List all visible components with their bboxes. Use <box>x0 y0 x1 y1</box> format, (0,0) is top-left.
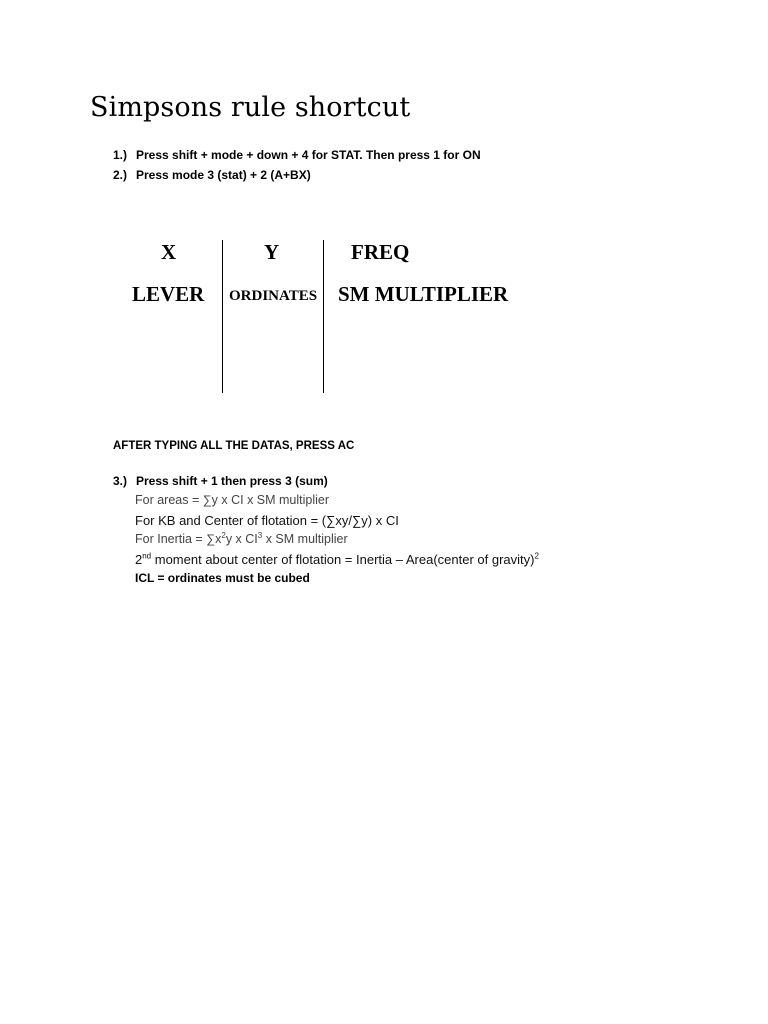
formula-icl: ICL = ordinates must be cubed <box>135 571 310 585</box>
step-2-text: Press mode 3 (stat) + 2 (A+BX) <box>136 168 311 182</box>
formula-areas: For areas = ∑y x CI x SM multiplier <box>135 493 330 507</box>
formula-list <box>135 491 539 589</box>
formula-inertia-part-c: x SM multiplier <box>262 532 348 546</box>
step-2-number: 2.) <box>113 168 128 182</box>
formula-moment-part-a: 2 <box>135 551 143 567</box>
formula-inertia-sup-1: 2 <box>221 530 226 540</box>
column-divider-1 <box>222 240 223 393</box>
formula-inertia <box>135 530 539 550</box>
step-1 <box>113 145 481 165</box>
step-3-text: Press shift + 1 then press 3 (sum) <box>136 474 328 488</box>
step-3 <box>113 474 328 488</box>
after-typing-note: AFTER TYPING ALL THE DATAS, PRESS AC <box>113 440 355 452</box>
subheader-lever: LEVER <box>132 282 205 306</box>
formula-inertia-part-a: For Inertia = ∑x <box>135 532 222 546</box>
header-y: Y <box>264 240 280 264</box>
formula-moment-sup-2: 2 <box>534 551 539 561</box>
formula-kb: For KB and Center of flotation = (∑xy/∑y) x CI <box>135 512 399 528</box>
formula-inertia-sup-2: 3 <box>257 530 263 540</box>
formula-second-moment <box>135 550 539 570</box>
formula-moment-sup-1: nd <box>142 551 152 561</box>
step-1-text: Press shift + mode + down + 4 for STAT. Then press 1 for ON <box>136 148 481 162</box>
subheader-ordinates: ORDINATES <box>229 288 318 304</box>
header-freq: FREQ <box>351 240 410 264</box>
subheader-sm-multiplier: SM MULTIPLIER <box>338 282 509 306</box>
document-title: Simpsons rule shortcut <box>90 92 411 123</box>
steps-list <box>113 145 481 185</box>
step-2 <box>113 165 481 185</box>
header-x: X <box>161 240 177 264</box>
step-1-number: 1.) <box>113 148 128 162</box>
formula-inertia-part-b: y x CI <box>225 532 258 546</box>
step-3-number: 3.) <box>113 474 128 488</box>
column-divider-2 <box>323 240 324 393</box>
data-entry-table <box>120 232 550 394</box>
formula-moment-part-b: moment about center of flotation = Inertia – Area(center of gravity) <box>151 551 535 567</box>
